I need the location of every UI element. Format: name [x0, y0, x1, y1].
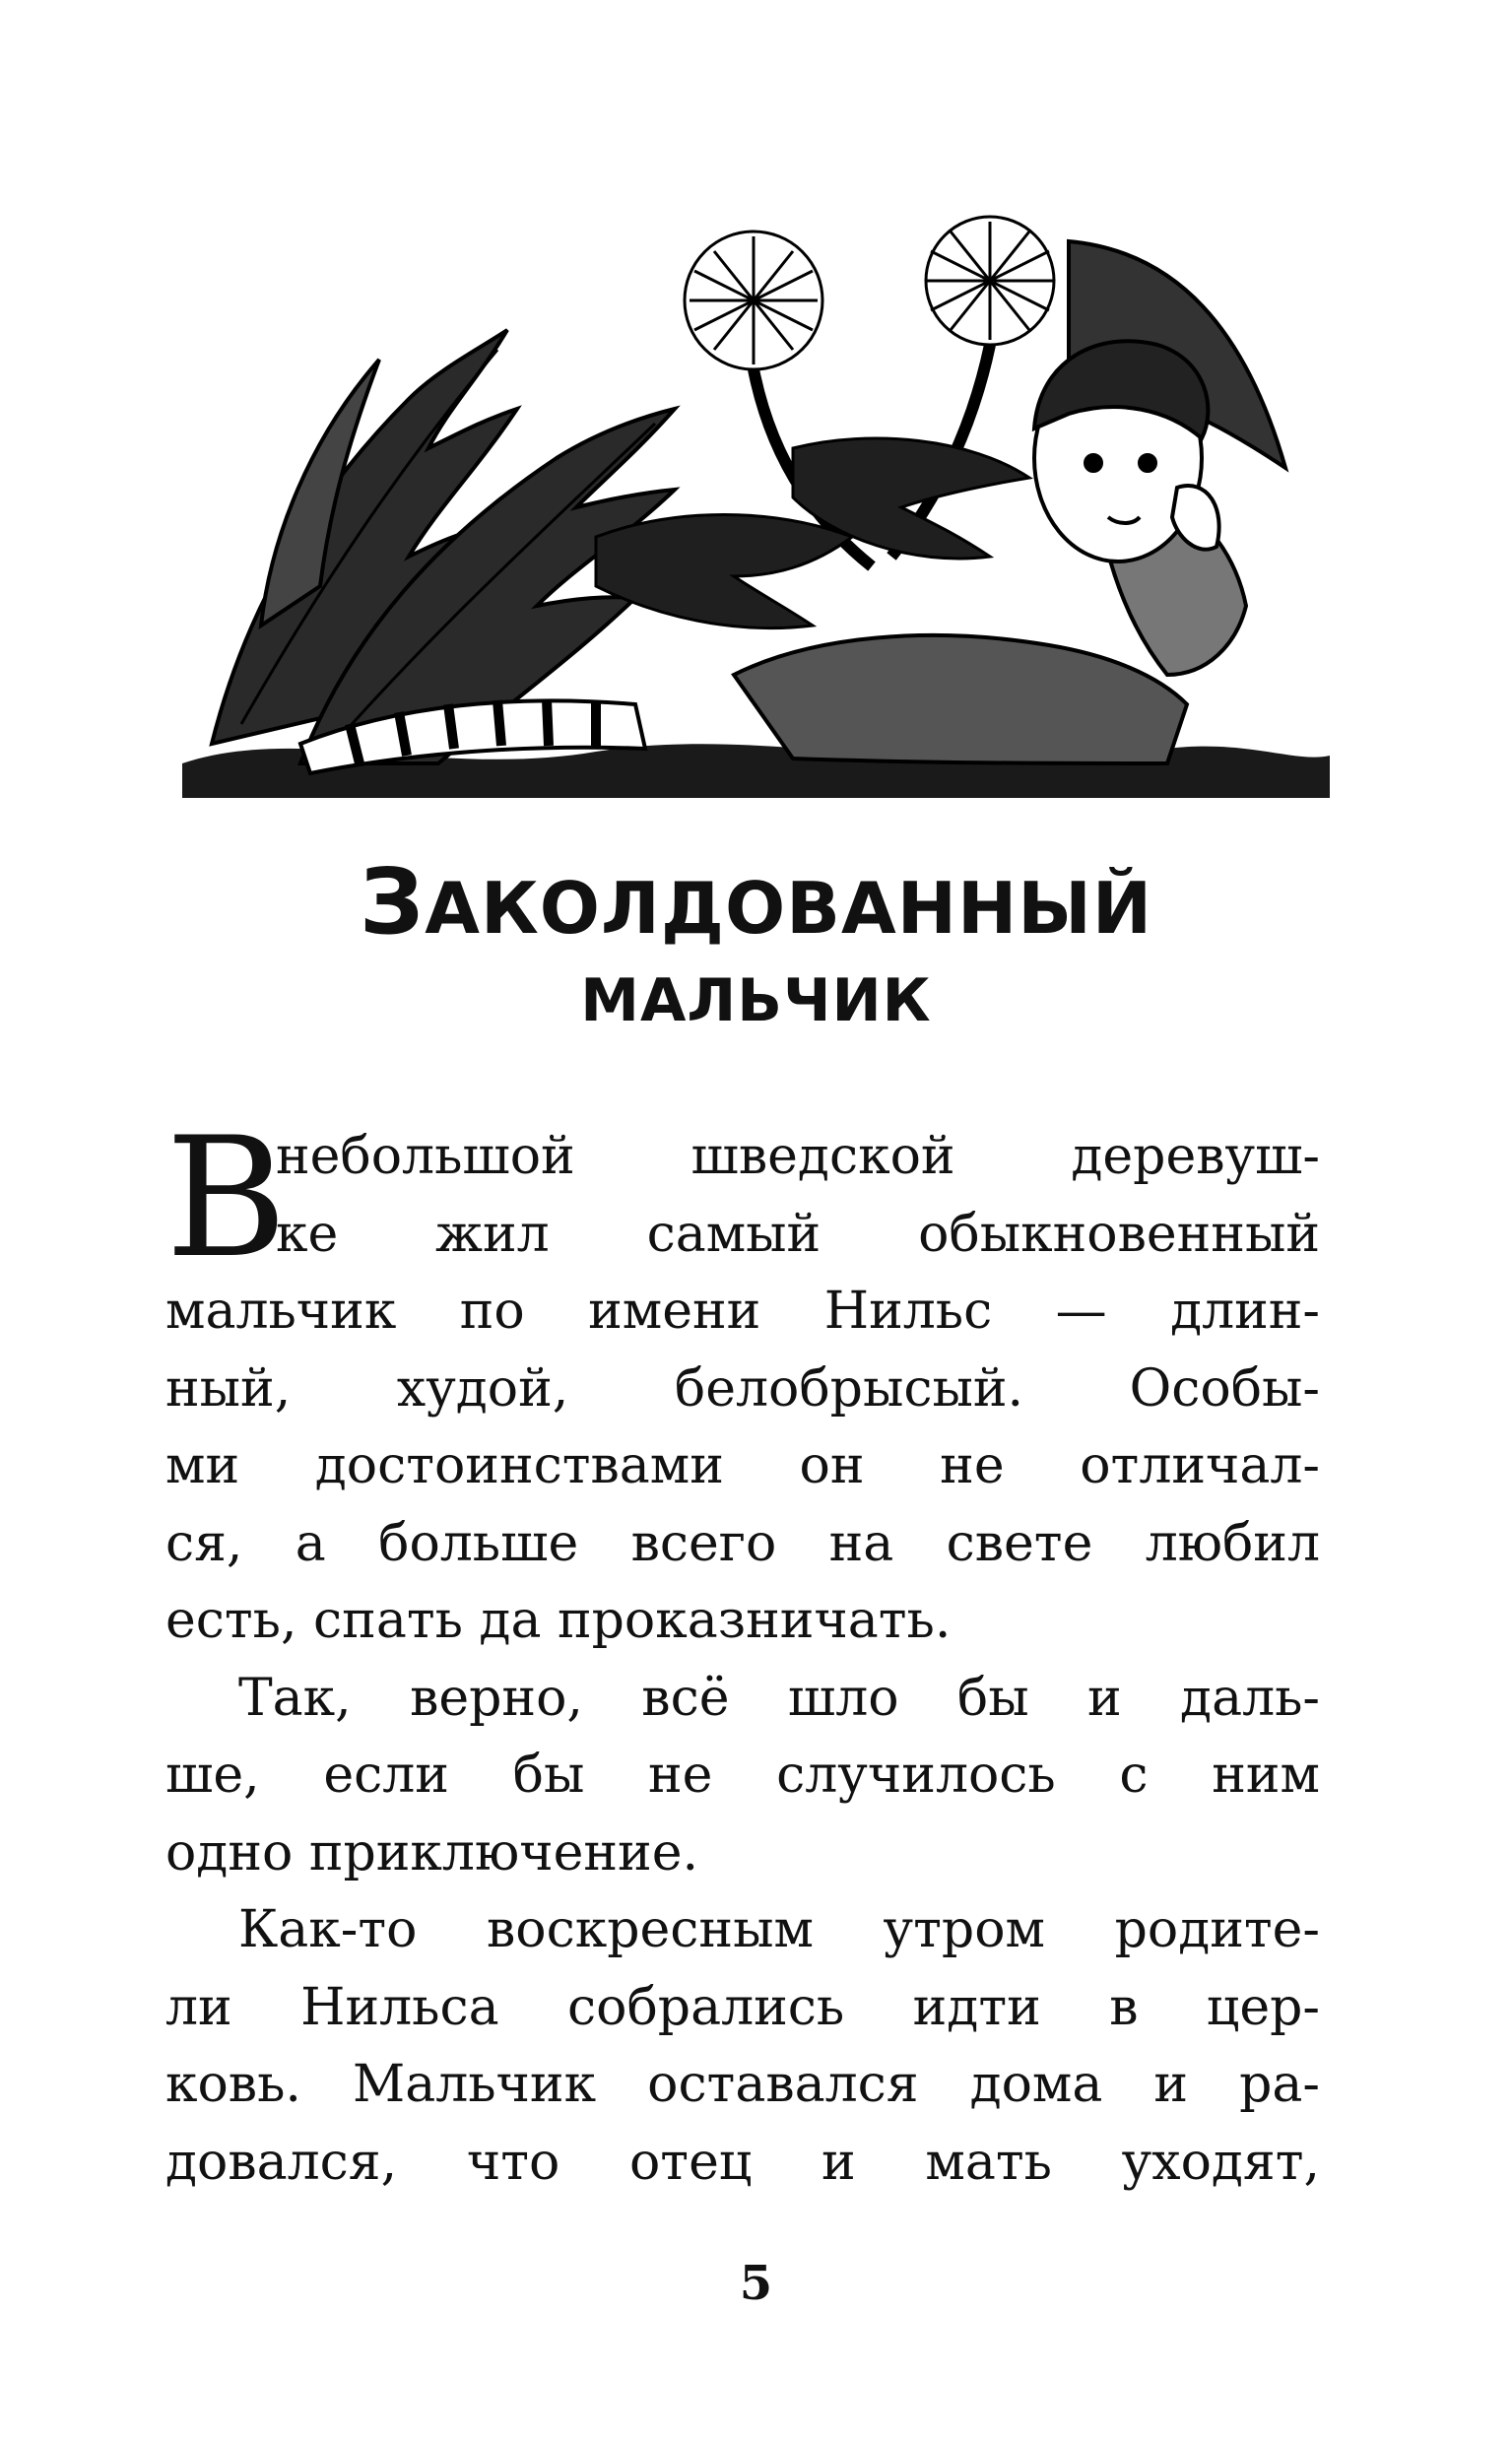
text-line: мальчик по имени Нильс — длин- — [165, 1282, 1320, 1341]
text-line: ся, а больше всего на свете любил — [165, 1513, 1320, 1573]
title-capital-letter: З — [359, 849, 426, 955]
text-line: есть, спать да проказничать. — [165, 1591, 952, 1650]
drop-cap: В — [165, 1101, 288, 1294]
chapter-title-line1 — [0, 849, 1512, 956]
text-line: ке жил самый обыкновенный — [276, 1204, 1320, 1264]
text-line: Как-то воскресным утром родите- — [238, 1900, 1320, 1959]
text-line: ли Нильса собрались идти в цер- — [165, 1977, 1320, 2037]
text-line: одно приключение. — [165, 1822, 698, 1882]
text-line: небольшой шведской деревуш- — [276, 1127, 1320, 1186]
text-line: ковь. Мальчик оставался дома и ра- — [165, 2055, 1320, 2114]
title-rest: АКОЛДОВАННЫЙ — [425, 867, 1153, 950]
text-line: ный, худой, белобрысый. Особы- — [165, 1358, 1320, 1419]
page-number: 5 — [739, 2256, 773, 2311]
chapter-title — [0, 849, 1512, 1046]
text-line: ше, если бы не случилось с ним — [165, 1746, 1320, 1805]
chapter-illustration — [182, 212, 1330, 798]
chapter-title-line2: МАЛЬЧИК — [580, 966, 932, 1035]
text-line: ми достоинствами он не отличал- — [165, 1436, 1320, 1495]
text-line: Так, верно, всё шло бы и даль- — [238, 1668, 1320, 1728]
body-text — [165, 1101, 1320, 2201]
text-line: довался, что отец и мать уходят, — [165, 2132, 1320, 2192]
